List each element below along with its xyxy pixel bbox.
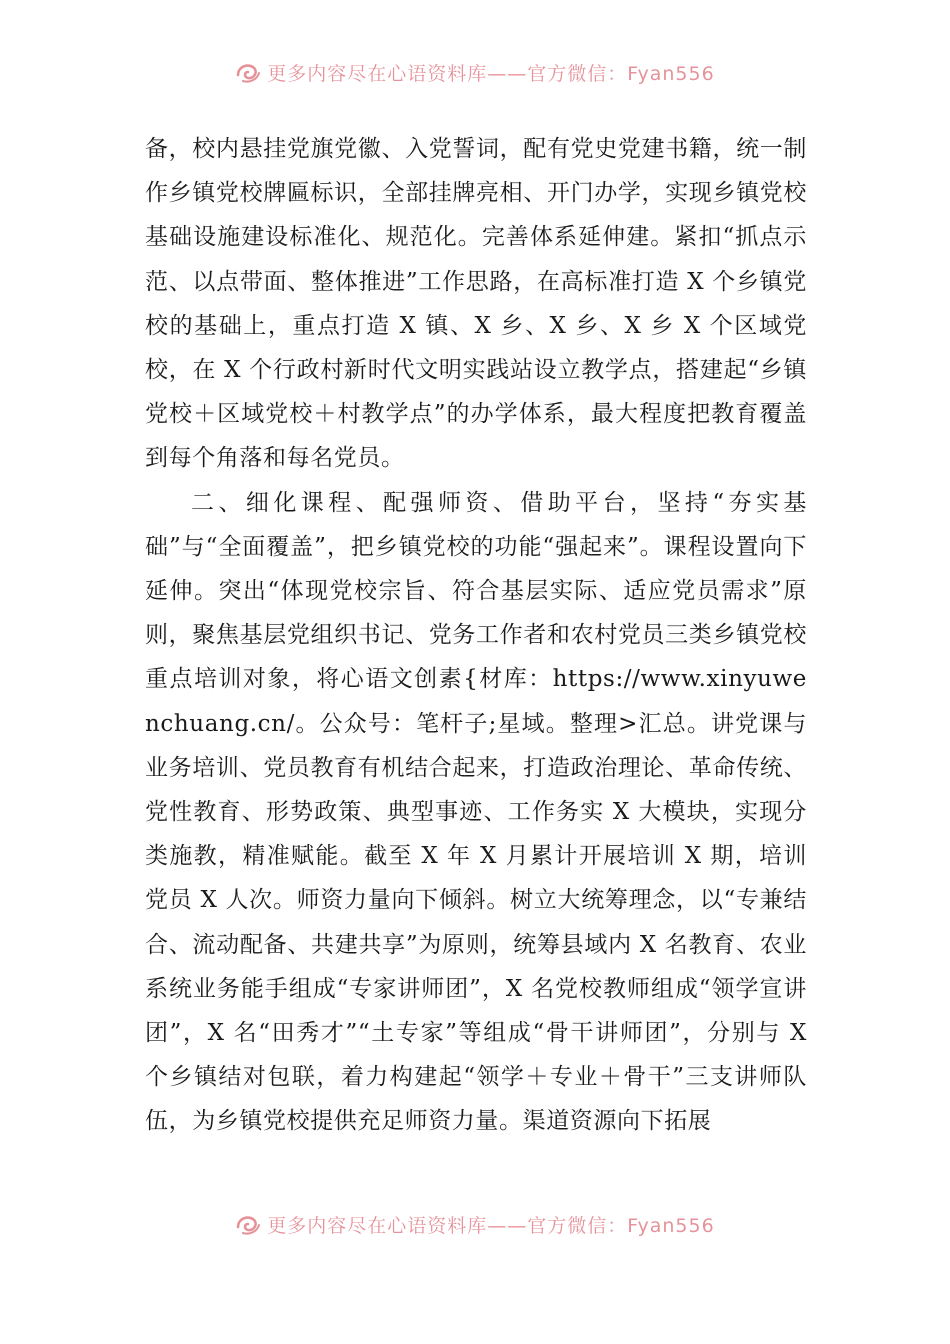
watermark-group — [235, 59, 714, 86]
paragraph-continued: 备，校内悬挂党旗党徽、入党誓词，配有党史党建书籍，统一制作乡镇党校牌匾标识，全部挂牌亮相、开门办学，实现乡镇党校基础设施建设标准化、规范化。完善体系延伸建。紧扣“抓点示范、以点带面、整体推进”工作思路，在高标准打造 X 个乡镇党校的基础上，重点打造 X 镇、X 乡、X 乡、X 乡 X 个区域党校，在 X 个行政村新时代文明实践站设立教学点，搭建起“乡镇党校＋区域党校＋村教学点”的办学体系，最大程度把教育覆盖到每个角落和每名党员。 — [145, 136, 807, 472]
watermark-group — [235, 1211, 714, 1238]
paragraph-section-two: 二、细化课程、配强师资、借助平台，坚持“夯实基础”与“全面覆盖”，把乡镇党校的功能“强起来”。课程设置向下延伸。突出“体现党校宗旨、符合基层实际、适应党员需求”原则，聚焦基层党组织书记、党务工作者和农村党员三类乡镇党校重点培训对象，将心语文创素{材库：https://www.xinyuwenchuang.cn/。公众号：笔杆子;星域。整理>汇总。讲党课与业务培训、党员教育有机结合起来，打造政治理论、革命传统、党性教育、形势政策、典型事迹、工作务实 X 大模块，实现分类施教，精准赋能。截至 X 年 X 月累计开展培训 X 期，培训党员 X 人次。师资力量向下倾斜。树立大统筹理念，以“专兼结合、流动配备、共建共享”为原则，统筹县域内 X 名教育、农业系统业务能手组成“专家讲师团”，X 名党校教师组成“领学宣讲团”，X 名“田秀才”“土专家”等组成“骨干讲师团”，分别与 X 个乡镇结对包联，着力构建起“领学＋专业＋骨干”三支讲师队伍，为乡镇党校提供充足师资力量。渠道资源向下拓展 — [145, 489, 807, 1135]
footer-watermark — [0, 1206, 950, 1242]
swirl-logo-icon — [235, 59, 261, 85]
header-watermark — [0, 54, 950, 90]
watermark-text: 更多内容尽在心语资料库——官方微信：Fyan556 — [267, 1214, 715, 1237]
watermark-text: 更多内容尽在心语资料库——官方微信：Fyan556 — [267, 62, 715, 85]
document-body — [145, 127, 807, 1144]
swirl-logo-icon — [235, 1211, 261, 1237]
